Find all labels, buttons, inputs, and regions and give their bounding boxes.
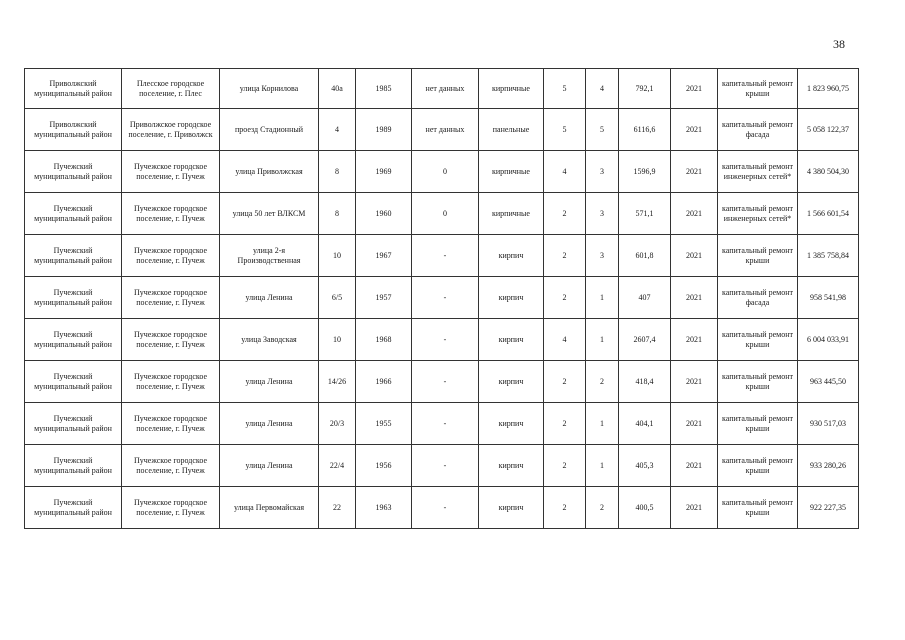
cell-year: 1956 bbox=[356, 445, 412, 487]
cell-cost: 963 445,50 bbox=[798, 361, 859, 403]
cell-floors: 2 bbox=[544, 487, 586, 529]
cell-house: 8 bbox=[319, 151, 356, 193]
cell-val: 0 bbox=[412, 151, 479, 193]
cell-plan-year: 2021 bbox=[671, 235, 718, 277]
cell-val: - bbox=[412, 319, 479, 361]
cell-material: кирпичные bbox=[479, 193, 544, 235]
cell-year: 1955 bbox=[356, 403, 412, 445]
cell-material: кирпичные bbox=[479, 69, 544, 109]
table-row bbox=[25, 235, 859, 277]
cell-district: Пучежский муниципальный район bbox=[25, 361, 122, 403]
page-number: 38 bbox=[833, 37, 845, 51]
cell-val: - bbox=[412, 235, 479, 277]
cell-plan-year: 2021 bbox=[671, 109, 718, 151]
cell-material: кирпич bbox=[479, 403, 544, 445]
cell-floors: 5 bbox=[544, 109, 586, 151]
table-row bbox=[25, 151, 859, 193]
cell-street: улица Корнилова bbox=[220, 69, 319, 109]
cell-district: Пучежский муниципальный район bbox=[25, 235, 122, 277]
cell-val: - bbox=[412, 445, 479, 487]
cell-entrances: 1 bbox=[586, 403, 619, 445]
cell-plan-year: 2021 bbox=[671, 319, 718, 361]
cell-material: кирпич bbox=[479, 445, 544, 487]
cell-entrances: 5 bbox=[586, 109, 619, 151]
cell-plan-year: 2021 bbox=[671, 69, 718, 109]
cell-floors: 2 bbox=[544, 235, 586, 277]
cell-work: капитальный ремонт инженерных сетей* bbox=[718, 193, 798, 235]
cell-house: 10 bbox=[319, 319, 356, 361]
table-row bbox=[25, 319, 859, 361]
cell-year: 1960 bbox=[356, 193, 412, 235]
cell-work: капитальный ремонт крыши bbox=[718, 361, 798, 403]
cell-cost: 1 823 960,75 bbox=[798, 69, 859, 109]
cell-plan-year: 2021 bbox=[671, 361, 718, 403]
cell-cost: 1 385 758,84 bbox=[798, 235, 859, 277]
cell-floors: 4 bbox=[544, 151, 586, 193]
cell-material: кирпич bbox=[479, 235, 544, 277]
cell-area: 2607,4 bbox=[619, 319, 671, 361]
cell-street: улица Ленина bbox=[220, 361, 319, 403]
cell-val: - bbox=[412, 277, 479, 319]
cell-settlement: Пучежское городское поселение, г. Пучеж bbox=[122, 151, 220, 193]
cell-street: улица Ленина bbox=[220, 445, 319, 487]
cell-val: 0 bbox=[412, 193, 479, 235]
cell-cost: 958 541,98 bbox=[798, 277, 859, 319]
cell-house: 22 bbox=[319, 487, 356, 529]
cell-district: Пучежский муниципальный район bbox=[25, 445, 122, 487]
cell-street: улица Первомайская bbox=[220, 487, 319, 529]
cell-material: кирпич bbox=[479, 361, 544, 403]
table-row bbox=[25, 109, 859, 151]
cell-area: 405,3 bbox=[619, 445, 671, 487]
cell-year: 1963 bbox=[356, 487, 412, 529]
cell-floors: 2 bbox=[544, 403, 586, 445]
cell-work: капитальный ремонт крыши bbox=[718, 319, 798, 361]
cell-entrances: 3 bbox=[586, 193, 619, 235]
cell-cost: 1 566 601,54 bbox=[798, 193, 859, 235]
cell-work: капитальный ремонт фасада bbox=[718, 277, 798, 319]
cell-cost: 5 058 122,37 bbox=[798, 109, 859, 151]
cell-plan-year: 2021 bbox=[671, 151, 718, 193]
cell-house: 40а bbox=[319, 69, 356, 109]
cell-entrances: 2 bbox=[586, 361, 619, 403]
table-row bbox=[25, 193, 859, 235]
cell-house: 4 bbox=[319, 109, 356, 151]
cell-year: 1957 bbox=[356, 277, 412, 319]
cell-settlement: Пучежское городское поселение, г. Пучеж bbox=[122, 403, 220, 445]
cell-area: 601,8 bbox=[619, 235, 671, 277]
cell-plan-year: 2021 bbox=[671, 487, 718, 529]
table-row bbox=[25, 361, 859, 403]
cell-entrances: 1 bbox=[586, 277, 619, 319]
cell-work: капитальный ремонт крыши bbox=[718, 235, 798, 277]
cell-entrances: 3 bbox=[586, 235, 619, 277]
cell-area: 400,5 bbox=[619, 487, 671, 529]
cell-material: панельные bbox=[479, 109, 544, 151]
cell-val: - bbox=[412, 487, 479, 529]
cell-street: улица Приволжская bbox=[220, 151, 319, 193]
table-row bbox=[25, 277, 859, 319]
cell-floors: 2 bbox=[544, 193, 586, 235]
cell-work: капитальный ремонт инженерных сетей* bbox=[718, 151, 798, 193]
cell-house: 20/3 bbox=[319, 403, 356, 445]
cell-cost: 922 227,35 bbox=[798, 487, 859, 529]
cell-settlement: Пучежское городское поселение, г. Пучеж bbox=[122, 193, 220, 235]
cell-area: 571,1 bbox=[619, 193, 671, 235]
cell-floors: 2 bbox=[544, 277, 586, 319]
cell-settlement: Пучежское городское поселение, г. Пучеж bbox=[122, 277, 220, 319]
cell-cost: 930 517,03 bbox=[798, 403, 859, 445]
cell-street: улица Ленина bbox=[220, 277, 319, 319]
cell-cost: 6 004 033,91 bbox=[798, 319, 859, 361]
cell-val: - bbox=[412, 361, 479, 403]
cell-area: 418,4 bbox=[619, 361, 671, 403]
table-row bbox=[25, 403, 859, 445]
cell-work: капитальный ремонт крыши bbox=[718, 445, 798, 487]
cell-area: 792,1 bbox=[619, 69, 671, 109]
cell-street: улица 50 лет ВЛКСМ bbox=[220, 193, 319, 235]
cell-val: нет данных bbox=[412, 69, 479, 109]
cell-street: улица Заводская bbox=[220, 319, 319, 361]
cell-entrances: 2 bbox=[586, 487, 619, 529]
cell-district: Приволжский муниципальный район bbox=[25, 69, 122, 109]
cell-material: кирпич bbox=[479, 319, 544, 361]
cell-val: нет данных bbox=[412, 109, 479, 151]
cell-district: Пучежский муниципальный район bbox=[25, 319, 122, 361]
cell-year: 1968 bbox=[356, 319, 412, 361]
cell-street: проезд Стадионный bbox=[220, 109, 319, 151]
cell-house: 8 bbox=[319, 193, 356, 235]
cell-house: 10 bbox=[319, 235, 356, 277]
cell-settlement: Плесское городское поселение, г. Плес bbox=[122, 69, 220, 109]
table-body bbox=[25, 69, 859, 529]
cell-material: кирпич bbox=[479, 487, 544, 529]
cell-district: Пучежский муниципальный район bbox=[25, 151, 122, 193]
cell-work: капитальный ремонт фасада bbox=[718, 109, 798, 151]
cell-cost: 4 380 504,30 bbox=[798, 151, 859, 193]
table-row bbox=[25, 445, 859, 487]
cell-year: 1969 bbox=[356, 151, 412, 193]
cell-district: Пучежский муниципальный район bbox=[25, 487, 122, 529]
cell-material: кирпич bbox=[479, 277, 544, 319]
cell-district: Пучежский муниципальный район bbox=[25, 193, 122, 235]
cell-area: 6116,6 bbox=[619, 109, 671, 151]
cell-settlement: Пучежское городское поселение, г. Пучеж bbox=[122, 319, 220, 361]
table-row bbox=[25, 69, 859, 109]
cell-val: - bbox=[412, 403, 479, 445]
cell-floors: 5 bbox=[544, 69, 586, 109]
cell-plan-year: 2021 bbox=[671, 277, 718, 319]
cell-year: 1967 bbox=[356, 235, 412, 277]
cell-entrances: 4 bbox=[586, 69, 619, 109]
cell-plan-year: 2021 bbox=[671, 445, 718, 487]
cell-settlement: Приволжское городское поселение, г. Приволжск bbox=[122, 109, 220, 151]
cell-work: капитальный ремонт крыши bbox=[718, 69, 798, 109]
cell-area: 407 bbox=[619, 277, 671, 319]
cell-year: 1966 bbox=[356, 361, 412, 403]
cell-district: Пучежский муниципальный район bbox=[25, 403, 122, 445]
cell-street: улица 2-я Производственная bbox=[220, 235, 319, 277]
cell-district: Пучежский муниципальный район bbox=[25, 277, 122, 319]
cell-floors: 2 bbox=[544, 361, 586, 403]
cell-entrances: 3 bbox=[586, 151, 619, 193]
cell-work: капитальный ремонт крыши bbox=[718, 403, 798, 445]
cell-material: кирпичные bbox=[479, 151, 544, 193]
cell-house: 14/26 bbox=[319, 361, 356, 403]
cell-plan-year: 2021 bbox=[671, 403, 718, 445]
cell-house: 6/5 bbox=[319, 277, 356, 319]
cell-cost: 933 280,26 bbox=[798, 445, 859, 487]
cell-floors: 4 bbox=[544, 319, 586, 361]
housing-repair-table bbox=[24, 68, 859, 529]
cell-floors: 2 bbox=[544, 445, 586, 487]
cell-entrances: 1 bbox=[586, 445, 619, 487]
cell-plan-year: 2021 bbox=[671, 193, 718, 235]
cell-house: 22/4 bbox=[319, 445, 356, 487]
cell-work: капитальный ремонт крыши bbox=[718, 487, 798, 529]
cell-settlement: Пучежское городское поселение, г. Пучеж bbox=[122, 235, 220, 277]
cell-settlement: Пучежское городское поселение, г. Пучеж bbox=[122, 361, 220, 403]
cell-area: 404,1 bbox=[619, 403, 671, 445]
cell-entrances: 1 bbox=[586, 319, 619, 361]
cell-district: Приволжский муниципальный район bbox=[25, 109, 122, 151]
cell-year: 1985 bbox=[356, 69, 412, 109]
table-row bbox=[25, 487, 859, 529]
cell-area: 1596,9 bbox=[619, 151, 671, 193]
cell-street: улица Ленина bbox=[220, 403, 319, 445]
cell-year: 1989 bbox=[356, 109, 412, 151]
cell-settlement: Пучежское городское поселение, г. Пучеж bbox=[122, 487, 220, 529]
cell-settlement: Пучежское городское поселение, г. Пучеж bbox=[122, 445, 220, 487]
